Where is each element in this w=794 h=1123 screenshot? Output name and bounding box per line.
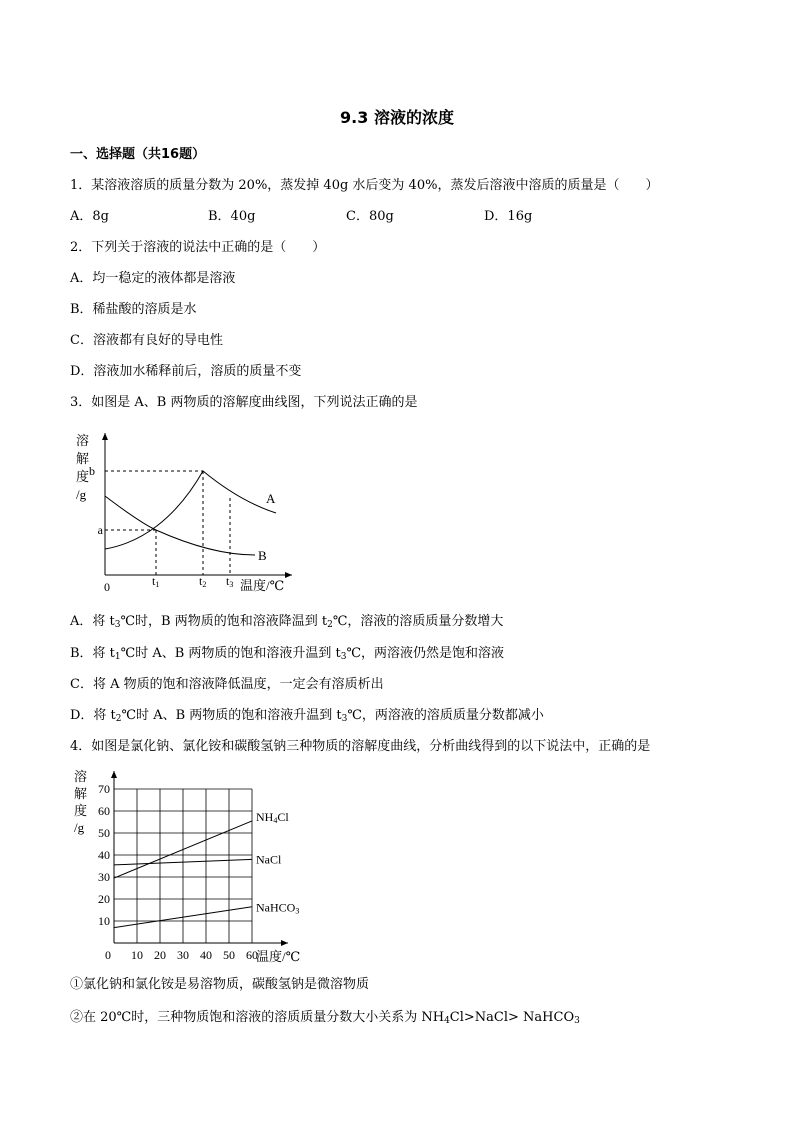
section-heading: 一、选择题（共16题） (70, 147, 206, 162)
q3-ylabel-3: 度 (76, 469, 90, 484)
q4-series-label-NH4Cl: NH4Cl (256, 809, 289, 825)
question-2-stem: 2．下列关于溶液的说法中正确的是（ ） (70, 240, 326, 255)
q3-ytick-a: a (97, 523, 103, 537)
q2-option-d: D．溶液加水稀释前后，溶质的质量不变 (70, 364, 302, 379)
q3-ylabel-2: 解 (76, 451, 90, 466)
q4-ytick-label: 60 (98, 804, 110, 818)
q3-series-label-A: A (266, 491, 276, 506)
q4-ytick-label: 10 (98, 914, 110, 928)
q3-series-label-B: B (258, 548, 267, 563)
q3-xtick-t2: t2 (199, 574, 207, 589)
q3-xlabel: 温度/℃ (240, 578, 285, 593)
question-3-stem: 3．如图是 A、B 两物质的溶解度曲线图，下列说法正确的是 (70, 395, 418, 410)
q3-xtick-t3: t3 (226, 574, 234, 589)
q4-ylabel-1: 溶 (74, 769, 88, 784)
q4-solubility-chart (70, 765, 320, 965)
q4-xtick-label: 50 (223, 948, 235, 962)
q4-ylabel-3: 度 (74, 803, 88, 818)
q4-xtick-label: 60 (246, 948, 258, 962)
q2-option-b: B．稀盐酸的溶质是水 (70, 302, 197, 317)
q4-ylabel-2: 解 (74, 786, 88, 801)
q3-option-a: A．将 $t_3℃$时，B 两物质的饱和溶液降温到 $t_2℃$，溶液的溶质质量分数增大 (70, 614, 504, 630)
q4-ytick-label: 40 (98, 848, 110, 862)
q4-ytick-label: 20 (98, 892, 110, 906)
q4-xtick-label: 40 (200, 948, 212, 962)
q3-option-c: C．将 A 物质的饱和溶液降低温度，一定会有溶质析出 (70, 677, 384, 692)
q3-ytick-b: b (89, 464, 95, 478)
q3-curve-A (105, 471, 276, 549)
q4-series-label-NaCl: NaCl (256, 852, 282, 867)
q4-xtick-label: 10 (131, 948, 143, 962)
q3-xtick-t1: t1 (152, 574, 160, 589)
q3-ylabel-1: 溶 (76, 433, 90, 448)
q4-ylabel-4: /g (74, 820, 85, 835)
q4-statement-1: ①氯化钠和氯化铵是易溶物质，碳酸氢钠是微溶物质 (70, 977, 370, 992)
q4-xtick-label: 30 (177, 948, 189, 962)
q2-option-c: C．溶液都有良好的导电性 (70, 333, 223, 348)
q4-statement-2: ②在 20℃时，三种物质饱和溶液的溶质质量分数大小关系为 $NH_4Cl>NaCl>$ NaHCO$_3$ (70, 1010, 580, 1026)
q3-ylabel-4: /g (76, 487, 87, 502)
q3-option-d: D．将 $t_2℃$时 A、B 两物质的饱和溶液升温到 $t_3℃$，两溶液的溶质质量分数都减小 (70, 708, 544, 724)
q4-ytick-label: 30 (98, 870, 110, 884)
question-4-stem: 4．如图是氯化钠、氯化铵和碳酸氢钠三种物质的溶解度曲线，分析曲线得到的以下说法中，正确的是 (70, 739, 651, 754)
q1-option-d: D．16g (484, 209, 533, 224)
q1-option-c: C．80g (346, 209, 394, 224)
q4-ytick-label: 70 (98, 782, 110, 796)
question-1-stem: 1．某溶液溶质的质量分数为 20%，蒸发掉 40g 水后变为 40%，蒸发后溶液中溶质的质量是（ ） (70, 178, 659, 193)
q4-series-label-NaHCO3: NaHCO3 (256, 900, 300, 916)
q4-ytick-label: 50 (98, 826, 110, 840)
q3-origin: 0 (104, 580, 110, 594)
q3-solubility-chart (70, 425, 310, 600)
page-title: 9.3 溶液的浓度 (340, 108, 454, 127)
q4-xlabel: 温度/℃ (256, 949, 301, 964)
q3-option-b: B．将 $t_1℃$时 A、B 两物质的饱和溶液升温到 $t_3℃$，两溶液仍然是饱和溶液 (70, 646, 505, 662)
q4-xtick-label: 20 (154, 948, 166, 962)
q1-option-a: A．8g (70, 209, 109, 224)
q1-option-b: B．40g (208, 209, 256, 224)
q4-xtick-label: 0 (105, 948, 111, 962)
q2-option-a: A．均一稳定的液体都是溶液 (70, 271, 236, 286)
